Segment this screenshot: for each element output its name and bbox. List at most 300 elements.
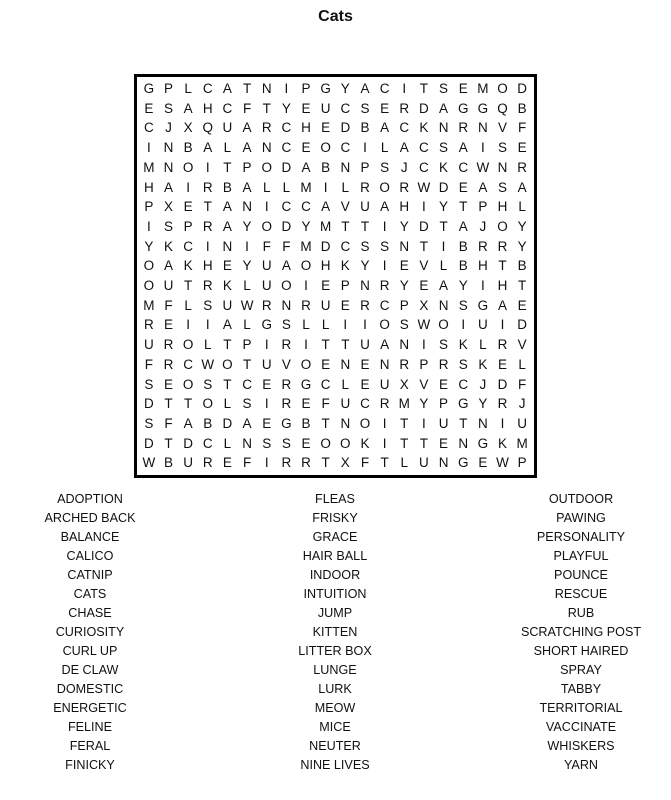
grid-letter: E: [399, 258, 409, 274]
word-list-item: PLAYFUL: [553, 549, 609, 563]
grid-letter: D: [222, 415, 233, 431]
grid-letter: O: [182, 376, 194, 392]
grid-letter: B: [183, 140, 193, 156]
grid-letter: T: [518, 278, 527, 294]
grid-letter: I: [304, 278, 308, 294]
grid-letter: A: [321, 199, 331, 215]
word-list-item: YARN: [563, 758, 599, 772]
grid-letter: S: [380, 159, 390, 175]
grid-letter: E: [262, 415, 272, 431]
word-list-item: RUB: [567, 606, 595, 620]
grid-letter: U: [183, 455, 193, 471]
grid-letter: W: [417, 179, 431, 195]
grid-letter: N: [261, 140, 272, 156]
word-list-item: SHORT HAIRED: [533, 644, 629, 658]
grid-letter: I: [264, 337, 269, 353]
grid-letter: T: [400, 415, 409, 431]
word-list-item: FELINE: [67, 720, 113, 734]
grid-letter: N: [222, 238, 233, 254]
grid-letter: C: [183, 238, 193, 254]
grid-letter: B: [203, 415, 213, 431]
grid-letter: R: [202, 278, 213, 294]
grid-letter: F: [242, 455, 252, 471]
word-list-column-3: [481, 490, 671, 775]
grid-letter: I: [480, 140, 485, 156]
grid-letter: E: [301, 396, 311, 412]
grid-letter: U: [517, 415, 528, 431]
grid-letter: C: [281, 140, 292, 156]
grid-letter: R: [458, 120, 469, 136]
grid-letter: B: [222, 179, 232, 195]
grid-letter: R: [399, 100, 410, 116]
grid-letter: E: [163, 317, 173, 333]
grid-letter: O: [340, 435, 351, 451]
grid-letter: P: [340, 278, 350, 294]
grid-letter: P: [517, 455, 527, 471]
grid-letter: B: [517, 100, 527, 116]
grid-letter: O: [497, 81, 508, 97]
grid-letter: I: [382, 258, 387, 274]
grid-letter: U: [222, 297, 233, 313]
grid-letter: I: [205, 238, 210, 254]
grid-letter: H: [497, 278, 508, 294]
word-list-item: OUTDOOR: [548, 492, 614, 506]
grid-letter: U: [360, 337, 370, 353]
word-list-column-2: [235, 490, 435, 775]
grid-letter: A: [242, 179, 252, 195]
word-list-item: CALICO: [66, 549, 114, 563]
grid-letter: C: [242, 376, 252, 392]
grid-letter: G: [457, 100, 469, 116]
grid-letter: N: [340, 356, 351, 372]
grid-letter: M: [398, 396, 410, 412]
grid-letter: Y: [281, 100, 291, 116]
grid-letter: F: [518, 376, 527, 392]
grid-letter: O: [202, 396, 214, 412]
grid-letter: S: [458, 356, 468, 372]
grid-letter: M: [300, 238, 312, 254]
grid-letter: M: [143, 159, 155, 175]
word-list-item: PERSONALITY: [536, 530, 626, 544]
word-list-item: WHISKERS: [547, 739, 615, 753]
grid-letter: R: [261, 297, 272, 313]
grid-letter: W: [496, 455, 509, 471]
word-list-item: LITTER BOX: [298, 644, 372, 658]
grid-letter: K: [340, 258, 350, 274]
word-list-item: ARCHED BACK: [44, 511, 136, 525]
grid-letter: D: [419, 100, 429, 116]
grid-letter: E: [360, 356, 370, 372]
grid-letter: N: [163, 159, 174, 175]
grid-letter: T: [498, 258, 507, 274]
grid-letter: I: [284, 81, 289, 97]
grid-letter: N: [281, 297, 292, 313]
word-list-item: KITTEN: [312, 625, 358, 639]
grid-letter: T: [419, 81, 429, 97]
grid-letter: A: [222, 199, 232, 215]
grid-letter: H: [497, 199, 508, 215]
grid-letter: I: [461, 317, 466, 333]
grid-letter: T: [459, 415, 468, 431]
word-list-item: CHASE: [68, 606, 112, 620]
grid-letter: A: [380, 199, 390, 215]
grid-letter: E: [183, 199, 193, 215]
grid-letter: H: [399, 199, 410, 215]
grid-letter: N: [438, 297, 449, 313]
grid-letter: O: [300, 258, 312, 274]
grid-letter: K: [478, 356, 488, 372]
grid-letter: M: [143, 297, 155, 313]
grid-letter: U: [222, 120, 233, 136]
grid-letter: A: [183, 415, 193, 431]
grid-letter: E: [144, 100, 154, 116]
grid-letter: E: [321, 356, 331, 372]
grid-letter: V: [419, 258, 429, 274]
grid-letter: W: [417, 317, 431, 333]
grid-letter: R: [517, 159, 528, 175]
grid-letter: R: [281, 396, 292, 412]
grid-letter: S: [498, 179, 508, 195]
grid-letter: C: [379, 81, 390, 97]
grid-letter: N: [242, 199, 252, 215]
grid-letter: A: [183, 100, 193, 116]
grid-letter: O: [143, 258, 155, 274]
grid-letter: O: [438, 317, 449, 333]
grid-letter: W: [142, 455, 156, 471]
grid-letter: R: [281, 455, 292, 471]
grid-letter: N: [477, 415, 488, 431]
grid-letter: O: [359, 415, 371, 431]
grid-letter: K: [498, 435, 508, 451]
grid-letter: D: [183, 435, 193, 451]
grid-letter: R: [497, 396, 508, 412]
grid-letter: H: [477, 258, 488, 274]
grid-letter: T: [183, 396, 193, 412]
grid-letter: C: [202, 81, 213, 97]
grid-letter: Y: [360, 258, 370, 274]
grid-letter: T: [164, 435, 173, 451]
grid-letter: V: [340, 199, 350, 215]
grid-letter: C: [340, 238, 351, 254]
grid-letter: A: [203, 140, 213, 156]
grid-letter: U: [379, 376, 390, 392]
grid-letter: O: [379, 317, 390, 333]
grid-letter: N: [438, 455, 449, 471]
grid-letter: P: [399, 297, 409, 313]
grid-letter: H: [301, 120, 311, 136]
grid-letter: L: [302, 317, 310, 333]
grid-letter: B: [458, 258, 468, 274]
word-list-column-1: [0, 490, 190, 775]
grid-letter: B: [163, 455, 173, 471]
grid-letter: L: [282, 179, 291, 195]
grid-letter: I: [441, 238, 446, 254]
grid-letter: N: [340, 159, 351, 175]
grid-letter: B: [360, 120, 370, 136]
grid-letter: C: [340, 100, 351, 116]
grid-letter: S: [262, 435, 272, 451]
grid-letter: A: [222, 218, 232, 234]
grid-letter: N: [399, 238, 410, 254]
grid-letter: G: [477, 100, 489, 116]
grid-letter: S: [439, 81, 449, 97]
grid-letter: I: [382, 435, 387, 451]
grid-letter: R: [379, 396, 390, 412]
grid-letter: T: [223, 159, 232, 175]
grid-letter: S: [458, 297, 468, 313]
grid-letter: L: [439, 258, 448, 274]
word-list-item: DE CLAW: [61, 663, 119, 677]
grid-letter: P: [478, 199, 488, 215]
grid-letter: N: [477, 120, 488, 136]
word-list-item: CATS: [73, 587, 107, 601]
grid-letter: E: [517, 140, 527, 156]
grid-letter: A: [458, 140, 468, 156]
grid-letter: C: [360, 396, 370, 412]
grid-letter: F: [242, 100, 252, 116]
grid-letter: K: [439, 159, 449, 175]
grid-letter: C: [143, 120, 154, 136]
grid-letter: O: [182, 337, 194, 353]
grid-letter: R: [438, 356, 449, 372]
grid-letter: I: [186, 317, 190, 333]
grid-letter: E: [321, 120, 331, 136]
word-list-item: LURK: [318, 682, 352, 696]
grid-letter: T: [341, 218, 350, 234]
grid-letter: A: [281, 258, 291, 274]
grid-letter: R: [497, 238, 508, 254]
grid-letter: I: [146, 218, 151, 234]
grid-letter: C: [340, 140, 351, 156]
grid-letter: V: [498, 120, 508, 136]
grid-letter: Y: [458, 278, 468, 294]
grid-letter: I: [264, 396, 269, 412]
grid-letter: Y: [478, 396, 488, 412]
grid-letter: N: [360, 278, 370, 294]
grid-letter: D: [438, 179, 449, 195]
grid-letter: S: [144, 376, 154, 392]
grid-letter: Y: [242, 218, 252, 234]
grid-letter: I: [205, 159, 210, 175]
grid-letter: I: [422, 337, 426, 353]
grid-letter: X: [399, 376, 409, 392]
grid-letter: R: [163, 356, 174, 372]
grid-letter: G: [261, 317, 272, 333]
grid-letter: I: [363, 140, 367, 156]
grid-letter: N: [242, 435, 252, 451]
grid-letter: M: [477, 81, 489, 97]
grid-letter: Y: [517, 238, 527, 254]
grid-letter: C: [458, 376, 469, 392]
grid-letter: R: [143, 317, 154, 333]
grid-letter: A: [380, 337, 390, 353]
grid-letter: U: [163, 278, 174, 294]
grid-letter: S: [399, 317, 409, 333]
grid-letter: I: [500, 415, 505, 431]
grid-letter: C: [379, 297, 390, 313]
grid-letter: L: [223, 396, 232, 412]
grid-letter: P: [301, 81, 311, 97]
grid-letter: T: [400, 435, 409, 451]
grid-letter: L: [341, 376, 350, 392]
grid-letter: C: [281, 120, 292, 136]
grid-letter: S: [203, 297, 213, 313]
word-list-item: INDOOR: [309, 568, 361, 582]
grid-letter: I: [480, 278, 485, 294]
grid-letter: E: [222, 455, 232, 471]
grid-letter: L: [518, 199, 526, 215]
grid-letter: E: [517, 297, 527, 313]
grid-letter: D: [517, 81, 528, 97]
grid-letter: I: [422, 199, 426, 215]
grid-letter: I: [382, 218, 387, 234]
grid-letter: E: [340, 297, 350, 313]
grid-letter: R: [399, 356, 410, 372]
grid-letter: A: [380, 120, 390, 136]
grid-letter: T: [262, 100, 271, 116]
grid-letter: G: [477, 435, 489, 451]
grid-letter: I: [245, 238, 249, 254]
grid-letter: G: [300, 376, 312, 392]
grid-letter: E: [380, 100, 390, 116]
grid-letter: N: [340, 415, 351, 431]
grid-letter: P: [242, 337, 252, 353]
word-list-item: HAIR BALL: [302, 549, 368, 563]
word-list-item: NEUTER: [309, 739, 361, 753]
word-list-item: ADOPTION: [57, 492, 123, 506]
grid-letter: U: [320, 297, 331, 313]
grid-letter: D: [340, 120, 351, 136]
grid-letter: N: [497, 159, 508, 175]
grid-letter: L: [243, 317, 251, 333]
grid-letter: C: [419, 140, 429, 156]
grid-letter: A: [478, 179, 488, 195]
grid-letter: Q: [497, 100, 508, 116]
grid-letter: A: [517, 179, 527, 195]
grid-letter: O: [320, 435, 331, 451]
grid-letter: I: [323, 179, 328, 195]
grid-letter: L: [223, 140, 232, 156]
grid-letter: E: [222, 258, 232, 274]
word-list-item: SPRAY: [560, 663, 602, 677]
grid-letter: T: [164, 396, 173, 412]
grid-letter: Y: [242, 258, 252, 274]
grid-letter: R: [497, 337, 508, 353]
grid-letter: I: [186, 179, 190, 195]
grid-letter: D: [419, 218, 429, 234]
grid-letter: B: [517, 258, 527, 274]
grid-letter: P: [163, 81, 173, 97]
word-list-item: VACCINATE: [545, 720, 617, 734]
grid-letter: O: [261, 218, 272, 234]
grid-letter: N: [438, 120, 449, 136]
grid-letter: G: [320, 81, 331, 97]
grid-letter: T: [459, 199, 468, 215]
grid-letter: S: [360, 238, 370, 254]
grid-letter: E: [439, 435, 449, 451]
grid-letter: O: [379, 179, 390, 195]
word-list-item: INTUITION: [303, 587, 367, 601]
grid-letter: Y: [419, 396, 429, 412]
grid-letter: R: [281, 337, 292, 353]
grid-letter: F: [262, 238, 271, 254]
grid-letter: R: [202, 179, 213, 195]
grid-letter: L: [184, 297, 192, 313]
grid-letter: P: [242, 159, 252, 175]
grid-letter: G: [477, 297, 489, 313]
grid-letter: K: [360, 435, 370, 451]
grid-letter: U: [261, 356, 272, 372]
grid-letter: Y: [517, 218, 527, 234]
word-list-item: FRISKY: [312, 511, 358, 525]
grid-letter: U: [438, 415, 449, 431]
grid-letter: C: [399, 120, 410, 136]
word-list-item: CURL UP: [62, 644, 118, 658]
grid-letter: S: [380, 238, 390, 254]
grid-letter: L: [400, 455, 409, 471]
grid-letter: A: [242, 140, 252, 156]
grid-letter: B: [321, 159, 331, 175]
grid-letter: C: [458, 159, 469, 175]
grid-letter: D: [143, 435, 154, 451]
grid-letter: N: [379, 356, 390, 372]
grid-letter: I: [146, 140, 151, 156]
grid-letter: G: [281, 415, 292, 431]
grid-letter: O: [497, 218, 508, 234]
grid-letter: O: [281, 278, 292, 294]
grid-letter: T: [242, 81, 252, 97]
grid-letter: L: [321, 317, 330, 333]
grid-letter: E: [262, 376, 272, 392]
grid-letter: T: [341, 337, 350, 353]
grid-letter: I: [264, 455, 269, 471]
grid-letter: T: [439, 218, 448, 234]
word-list-item: BALANCE: [60, 530, 120, 544]
grid-letter: U: [360, 199, 370, 215]
grid-letter: I: [422, 415, 426, 431]
grid-letter: S: [144, 415, 154, 431]
grid-letter: R: [301, 297, 311, 313]
word-list-item: ENERGETIC: [53, 701, 127, 715]
grid-letter: A: [458, 218, 468, 234]
grid-letter: F: [321, 396, 330, 412]
grid-letter: I: [363, 317, 367, 333]
grid-letter: M: [516, 435, 528, 451]
grid-letter: N: [399, 337, 410, 353]
grid-letter: U: [261, 258, 272, 274]
grid-letter: I: [402, 81, 407, 97]
grid-letter: J: [518, 396, 526, 412]
grid-letter: E: [321, 278, 331, 294]
grid-letter: K: [163, 238, 173, 254]
grid-letter: O: [261, 159, 272, 175]
grid-letter: L: [223, 435, 232, 451]
word-list-item: FLEAS: [315, 492, 355, 506]
grid-letter: O: [300, 356, 312, 372]
grid-letter: R: [399, 179, 410, 195]
grid-letter: W: [201, 356, 215, 372]
grid-letter: K: [222, 278, 232, 294]
grid-letter: L: [341, 179, 350, 195]
grid-letter: S: [281, 435, 291, 451]
grid-letter: T: [419, 435, 429, 451]
word-list-item: CATNIP: [67, 568, 113, 582]
grid-letter: T: [242, 356, 252, 372]
puzzle-title: Cats: [318, 8, 353, 25]
grid-letter: G: [143, 81, 155, 97]
grid-letter: S: [203, 376, 213, 392]
grid-letter: F: [144, 356, 153, 372]
